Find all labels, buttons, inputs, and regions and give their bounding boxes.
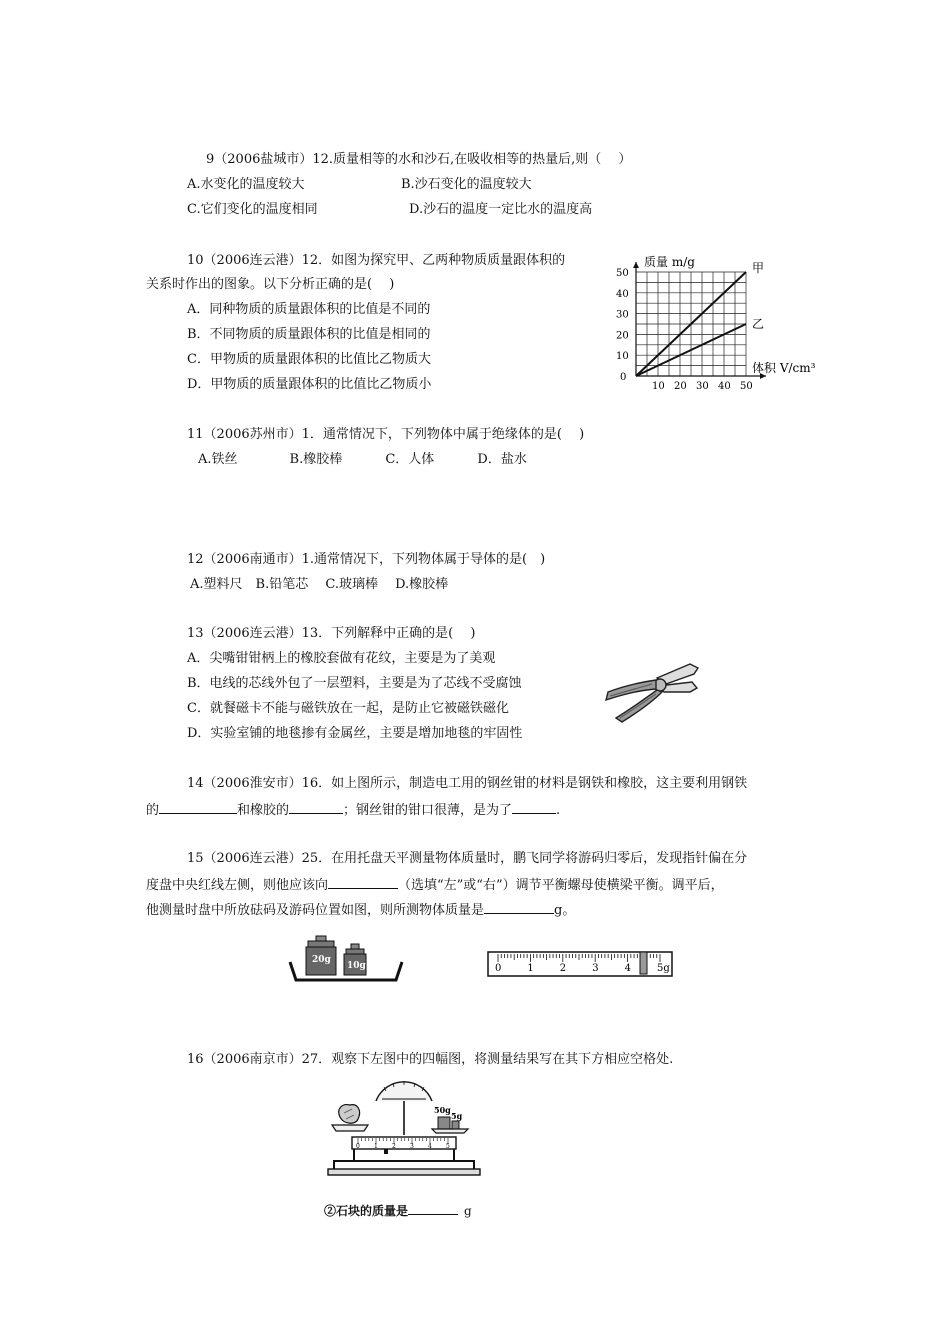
q14-line-1: 14（2006淮安市）16．如上图所示，制造电工用的钢丝钳的材料是钢铁和橡胶，这主要利用钢铁: [187, 776, 748, 791]
q15-blank-mass[interactable]: [484, 901, 554, 914]
q10-stem-2: 关系时作出的图象。以下分析正确的是( ): [146, 277, 395, 292]
q16-caption-text: ②石块的质量是: [324, 1204, 409, 1218]
q13-option-c: C．就餐磁卡不能与磁铁放在一起，是防止它被磁铁磁化: [187, 701, 509, 716]
q15-blank-direction[interactable]: [328, 876, 398, 889]
chart-x-tick-label: 40: [718, 381, 731, 392]
q15-line-1: 15（2006连云港）25．在用托盘天平测量物体质量时，鹏飞同学将游码归零后，发现指针偏在分: [187, 851, 748, 866]
pliers-illustration: [602, 656, 702, 724]
scale-tick-label: 2: [559, 963, 567, 974]
beam-scale-tick-label: 4: [428, 1143, 432, 1150]
chart-xlabel: 体积 V/cm³: [752, 361, 816, 375]
chart-x-tick-label: 50: [740, 381, 753, 392]
balance-pan-illustration: [286, 932, 408, 986]
q16-stem: 16（2006南京市）27．观察下左图中的四幅图，将测量结果写在其下方相应空格处.: [187, 1052, 674, 1067]
q9-stem: 9（2006盐城市）12.质量相等的水和沙石,在吸收相等的热量后,则（ ）: [206, 152, 632, 167]
q14-blank-3[interactable]: [512, 801, 556, 814]
q11-options: A.铁丝 B.橡胶棒 C．人体 D．盐水: [198, 452, 527, 467]
q12-stem: 12（2006南通市）1.通常情况下，下列物体属于导体的是( ): [187, 552, 546, 567]
q10-option-c: C．甲物质的质量跟体积的比值比乙物质大: [187, 352, 431, 367]
q14-blank-2[interactable]: [289, 801, 343, 814]
scale-tick-label: 1: [527, 963, 534, 974]
q14-text-2: 和橡胶的: [237, 803, 290, 818]
q16-weight-5g-label: 5g: [451, 1111, 463, 1121]
q15-line-3: [146, 901, 575, 919]
chart-y-tick-label: 20: [616, 330, 629, 342]
q15-text-2b: （选填“左”或“右”）调节平衡螺母使横梁平衡。调平后，: [398, 878, 724, 893]
q11-stem: 11（2006苏州市）1．通常情况下，下列物体中属于绝缘体的是( ): [187, 427, 585, 442]
chart-x-tick-label: 10: [652, 381, 665, 392]
q9-option-d: D.沙石的温度一定比水的温度高: [409, 202, 593, 217]
chart-series-label: 乙: [752, 317, 765, 331]
beam-scale-tick-label: 2: [392, 1143, 396, 1150]
beam-scale-tick-label: 3: [410, 1143, 414, 1150]
q16-caption: [324, 1202, 472, 1219]
q13-stem: 13（2006连云港）13．下列解释中正确的是( ): [187, 626, 476, 641]
scale-tick-label: 5g: [657, 963, 670, 974]
q13-option-d: D．实验室铺的地毯掺有金属丝，主要是增加地毯的牢固性: [187, 726, 523, 741]
q10-option-b: B．不同物质的质量跟体积的比值是相同的: [187, 327, 431, 342]
chart-x-tick-label: 30: [696, 381, 709, 392]
q15-line-2: [146, 876, 724, 894]
q9-option-b: B.沙石变化的温度较大: [401, 177, 532, 192]
q10-option-d: D．甲物质的质量跟体积的比值比乙物质小: [187, 377, 432, 392]
q16-weight-50g-label: 50g: [434, 1105, 451, 1115]
q9-option-a: A.水变化的温度较大: [187, 177, 305, 192]
q10-stem-1: 10（2006连云港）12．如图为探究甲、乙两种物质质量跟体积的: [187, 253, 566, 268]
chart-y-tick-label: 30: [616, 309, 629, 321]
chart-y-tick-label: 10: [616, 351, 629, 363]
balance-illustration: [324, 1075, 484, 1185]
beam-scale-tick-label: 1: [374, 1143, 378, 1150]
q14-text-3: ；钢丝钳的钳口很薄，是为了: [343, 803, 513, 818]
q13-option-a: A．尖嘴钳钳柄上的橡胶套做有花纹，主要是为了美观: [187, 651, 496, 666]
beam-scale-tick-label: 0: [356, 1143, 360, 1150]
chart-y-tick-label: 40: [616, 288, 629, 300]
q15-text-2a: 度盘中央红线左侧，则他应该向: [146, 878, 329, 893]
chart-y-tick-label: 0: [620, 372, 627, 383]
q12-options: A.塑料尺 B.铅笔芯 C.玻璃棒 D.橡胶棒: [190, 577, 449, 592]
mass-volume-chart: [612, 248, 832, 396]
q9-option-c: C.它们变化的温度相同: [187, 202, 318, 217]
q14-text-4: .: [556, 803, 561, 818]
q13-option-b: B．电线的芯线外包了一层塑料，主要是为了芯线不受腐蚀: [187, 676, 522, 691]
scale-tick-label: 4: [624, 963, 631, 974]
q16-caption-unit: g: [464, 1204, 472, 1218]
chart-ylabel: 质量 m/g: [644, 255, 695, 269]
weight-20g-label: 20g: [312, 955, 331, 965]
chart-x-tick-label: 20: [674, 381, 687, 392]
q14-text-1: 的: [146, 803, 160, 818]
chart-series-label: 甲: [752, 261, 765, 275]
weight-10g-label: 10g: [347, 961, 366, 971]
beam-scale-tick-label: 5: [446, 1143, 450, 1150]
q15-text-3a: 他测量时盘中所放砝码及游码位置如图，则所测物体质量是: [146, 903, 485, 918]
q14-line-2: [146, 801, 560, 819]
q15-text-3b: g。: [554, 903, 576, 918]
scale-tick-label: 0: [495, 963, 502, 974]
q16-blank-mass[interactable]: [408, 1202, 458, 1215]
q14-blank-1[interactable]: [159, 801, 237, 814]
q10-option-a: A．同种物质的质量跟体积的比值是不同的: [187, 302, 431, 317]
chart-y-arrow: [633, 262, 639, 268]
rider-scale-illustration: [486, 950, 676, 980]
scale-tick-label: 3: [592, 963, 599, 974]
chart-y-tick-label: 50: [616, 268, 629, 279]
